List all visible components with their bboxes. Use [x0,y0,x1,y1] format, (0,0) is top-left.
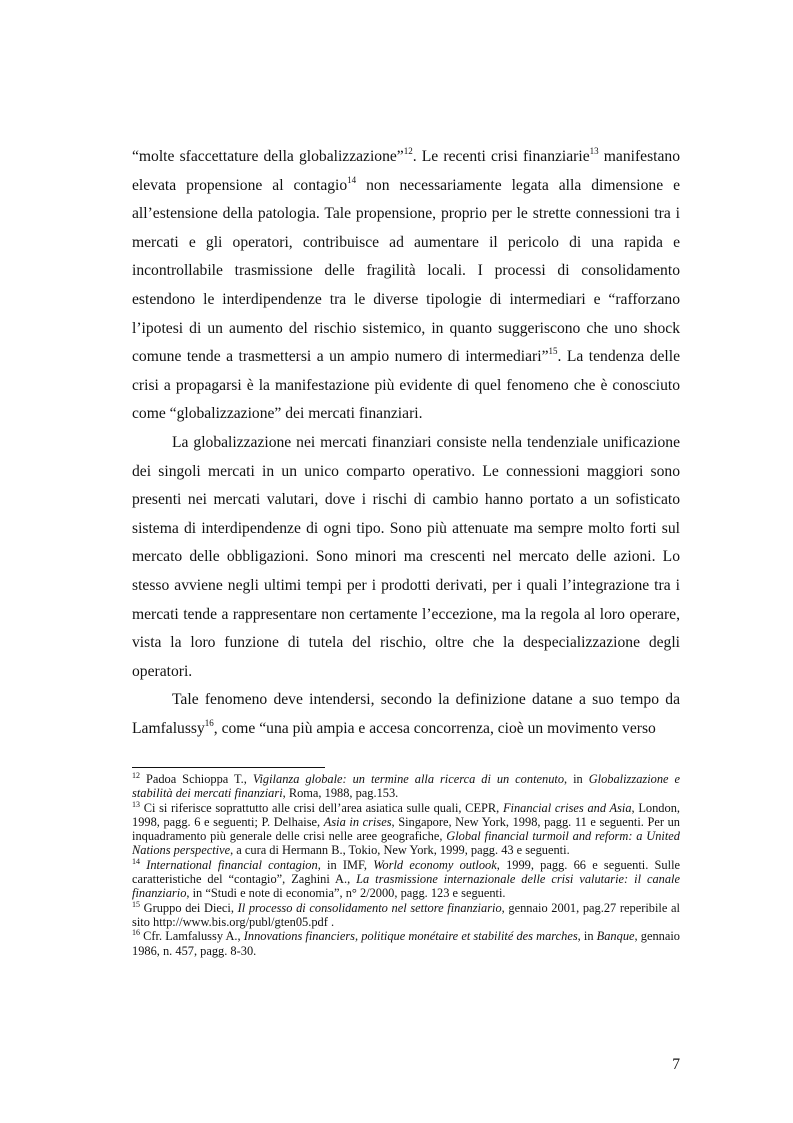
footnote-number: 14 [132,856,140,866]
page-number: 7 [672,1056,680,1073]
text-run: , 1999, pagg. 66 e seguenti. Sulle caratteristiche del “contagio”, Zaghini A., [132,857,681,887]
text-run: non necessariamente legata alla dimensione e all’estensione della patologia. Tale propensione, proprio per le strette connessioni tra i mercati e gli operatori, contribuisce ad aumentare il pericolo di una rapida e incontrollabile trasmissione delle fragilità locali. I processi di consolidamento estendono le interdipendenze tra le diverse tipologie di intermediari e “rafforzano l’ipotesi di un aumento del rischio sistemico, in quanto suggeriscono che uno shock comune tende a trasmettersi a un ampio numero di intermediari” [132,176,680,366]
text-run: , in [564,772,589,786]
footnote-ref: 15 [548,346,558,357]
footnote [132,858,680,901]
footnotes [132,772,680,958]
italic-text: Innovations financiers, politique monétaire et stabilité des marches [243,929,578,944]
footnote-number: 12 [132,771,140,780]
paragraph [132,429,680,686]
text-run: Tale fenomeno deve intendersi, secondo la definizione datane a suo tempo da Lamfalussy [132,691,680,737]
text-run: Gruppo dei Dieci, [140,900,238,915]
italic-text: La trasmissione internazionale delle crisi valutarie: il canale finanziario [132,872,680,901]
text-run: . Le recenti crisi finanziarie [412,148,590,165]
footnote [132,801,680,858]
text-run: , come “una più ampia e accesa concorrenza, cioè un movimento verso [213,719,656,737]
text-run: , in “Studi e note di economia”, n° 2/2000, pagg. 123 e seguenti. [186,886,506,901]
italic-text: Asia in crises [323,814,392,829]
italic-text: International financial contagion [146,857,318,872]
text-run: Ci si riferisce soprattutto alle crisi dell’area asiatica sulle quali, CEPR, [140,800,503,815]
footnote-separator [132,767,325,768]
text-run: , gennaio 1986, n. 457, pagg. 8-30. [132,929,680,958]
italic-text: Vigilanza globale: un termine alla ricerca di un contenuto [252,772,565,786]
footnote-number: 13 [132,799,140,809]
footnote-number: 16 [132,928,140,938]
text-run: , Singapore, New York, 1998, pagg. 11 e seguenti. Per un inquadramento più generale delle crisi nelle aree geografiche, [132,814,680,844]
italic-text: Il processo di consolidamento nel settore finanziario [237,900,502,915]
italic-text: Financial crises and Asia [502,800,632,815]
body-text [132,143,680,743]
paragraph [132,143,680,429]
text-run: , a cura di Hermann B., Tokio, New York, 1999, pagg. 43 e seguenti. [230,843,570,858]
paragraph [132,686,680,743]
italic-text: World economy outlook [373,857,497,872]
text-run: “molte sfaccettature della globalizzazione” [132,148,404,165]
text-run: , London, 1998, pagg. 6 e seguenti; P. Delhaise, [132,800,680,829]
footnote-ref: 12 [403,146,413,156]
footnote-number: 15 [132,899,140,909]
italic-text: Global financial turmoil and reform: a United Nations perspective [132,829,680,858]
text-run: , in [577,929,597,944]
italic-text: Banque [596,929,635,944]
footnote-ref: 14 [347,174,357,185]
text-run: , Roma, 1988, pag.153. [282,786,399,801]
text-run: manifestano elevata propensione al contagio [132,148,680,194]
text-run: , in IMF, [317,857,374,872]
footnote-ref: 13 [589,146,599,156]
text-run: La globalizzazione nei mercati finanziari consiste nella tendenziale unificazione dei singoli mercati in un unico comparto operativo. Le connessioni maggiori sono presenti nei mercati valutari, dove i rischi di cambio hanno portato a un sofisticato sistema di interdipendenze di ogni tipo. Sono più attenuate ma sempre molto forti sul mercato delle obbligazioni. Sono minori ma crescenti nel mercato delle azioni. Lo stesso avviene negli ultimi tempi per i prodotti derivati, per i quali l’integrazione tra i mercati tende a rappresentare non certamente l’eccezione, ma la regola al loro operare, vista la loro funzione di tutela del rischio, oltre che la despecializzazione degli operatori. [132,433,680,680]
italic-text: Globalizzazione e stabilità dei mercati finanziari [132,772,680,801]
footnote [132,901,680,930]
footnote [132,929,680,958]
footnote [132,772,680,801]
text-run: . La tendenza delle crisi a propagarsi è la manifestazione più evidente di quel fenomeno che è conosciuto come “globalizzazione” dei mercati finanziari. [132,348,680,423]
footnote-ref: 16 [204,717,214,728]
text-run: , gennaio 2001, pag.27 reperibile al sito http://www.bis.org/publ/gten05.pdf . [132,900,680,929]
text-run: Cfr. Lamfalussy A., [140,929,244,944]
text-run: Padoa Schioppa T., [140,772,253,786]
